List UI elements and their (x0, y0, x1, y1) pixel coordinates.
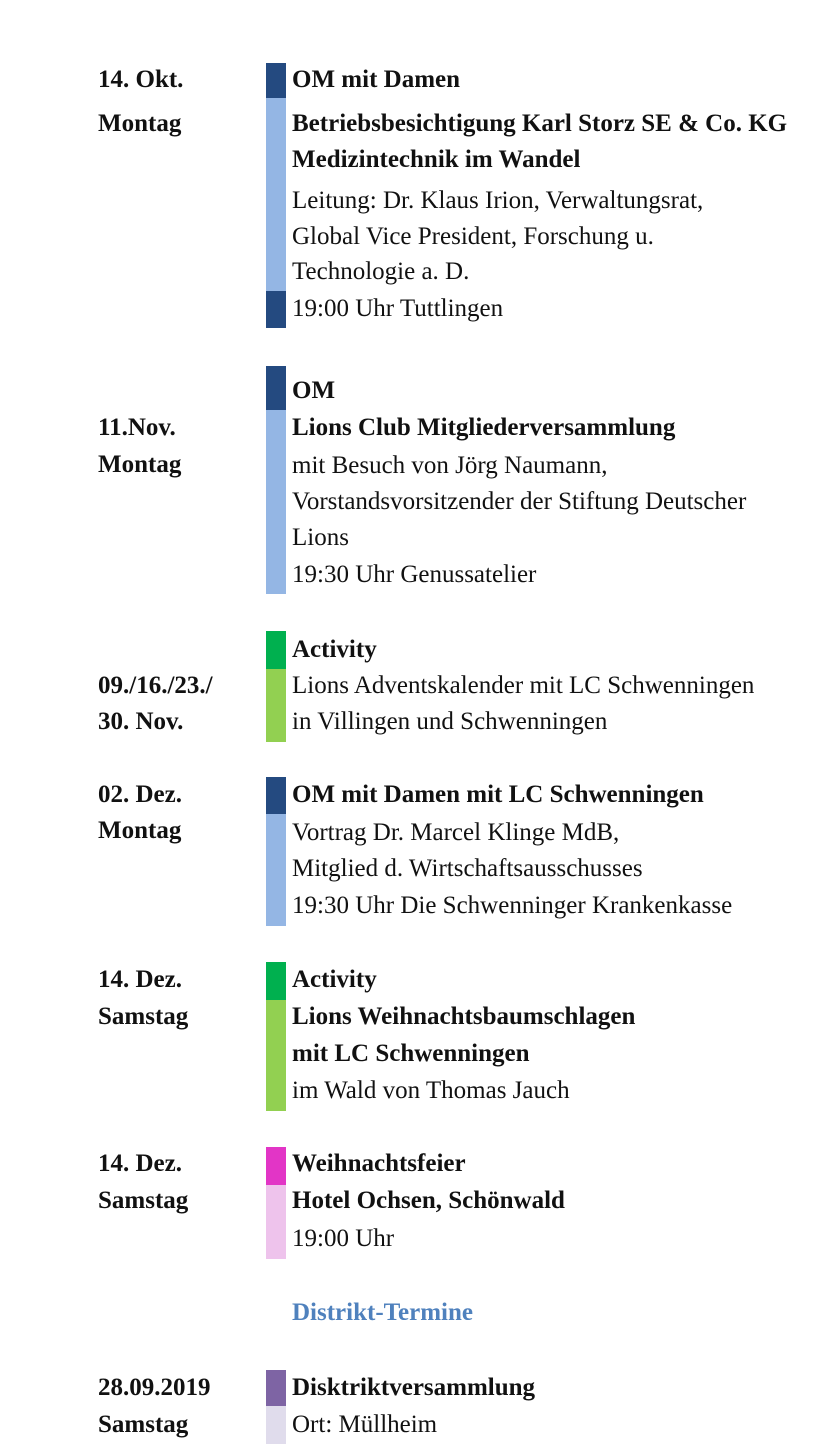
event-type-marker (266, 1147, 286, 1185)
event-detail: Ort: Müllheim (292, 1411, 438, 1438)
event-type: OM (292, 377, 336, 404)
event-type: OM mit Damen mit LC Schwenningen (292, 781, 704, 808)
event-detail-marker (266, 1000, 286, 1111)
event-time-place: 19:30 Uhr Genussatelier (292, 561, 537, 588)
event-detail: Vortrag Dr. Marcel Klinge MdB, (292, 819, 620, 846)
event-weekday: Samstag (98, 1411, 189, 1438)
event-detail-marker (266, 814, 286, 926)
event-date: 02. Dez. (98, 781, 182, 808)
event-type-marker (266, 962, 286, 1000)
event-title: Lions Club Mitgliederversammlung (292, 414, 676, 441)
event-title: Betriebsbesichtigung Karl Storz SE & Co. KG (292, 110, 788, 137)
event-detail: mit Besuch von Jörg Naumann, (292, 452, 608, 479)
event-detail-marker (266, 98, 286, 291)
event-type-marker (266, 777, 286, 814)
event-date: 14. Okt. (98, 66, 184, 93)
event-type: Disktriktversammlung (292, 1374, 536, 1401)
event-type: Activity (292, 966, 377, 993)
event-detail-marker (266, 410, 286, 594)
event-type-marker (266, 1370, 286, 1406)
event-detail: Global Vice President, Forschung u. (292, 223, 654, 250)
event-type-marker (266, 63, 286, 98)
event-subtitle: Medizintechnik im Wandel (292, 146, 581, 173)
event-type: Weihnachtsfeier (292, 1150, 466, 1177)
event-weekday: Samstag (98, 1187, 189, 1214)
event-detail-marker (266, 1406, 286, 1444)
event-time-place: 19:00 Uhr (292, 1225, 395, 1252)
event-date: 14. Dez. (98, 1150, 182, 1177)
event-detail: im Wald von Thomas Jauch (292, 1077, 570, 1104)
event-detail: Leitung: Dr. Klaus Irion, Verwaltungsrat, (292, 187, 704, 214)
event-title: Lions Weihnachtsbaumschlagen (292, 1003, 636, 1030)
event-type: OM mit Damen (292, 66, 461, 93)
event-detail: Lions Adventskalender mit LC Schwenningen (292, 672, 755, 699)
event-weekday: Montag (98, 110, 182, 137)
event-date: 14. Dez. (98, 966, 182, 993)
event-date: 28.09.2019 (98, 1374, 211, 1401)
event-date: 09./16./23./ (98, 672, 213, 699)
event-detail: Technologie a. D. (292, 258, 470, 285)
event-type-marker (266, 366, 286, 410)
event-type-marker (266, 631, 286, 669)
event-detail: Lions (292, 524, 349, 551)
event-weekday: Samstag (98, 1003, 189, 1030)
event-subtitle: mit LC Schwenningen (292, 1040, 530, 1067)
event-title: Hotel Ochsen, Schönwald (292, 1187, 565, 1214)
event-time-place: 19:00 Uhr Tuttlingen (292, 295, 504, 322)
event-detail: Mitglied d. Wirtschaftsausschusses (292, 855, 643, 882)
event-type: Activity (292, 636, 377, 663)
event-detail-marker (266, 669, 286, 742)
event-date: 30. Nov. (98, 708, 184, 735)
event-weekday: Montag (98, 817, 182, 844)
event-detail-marker (266, 1185, 286, 1259)
section-heading: Distrikt-Termine (292, 1299, 473, 1326)
event-date: 11.Nov. (98, 414, 176, 441)
event-weekday: Montag (98, 451, 182, 478)
event-detail: Vorstandsvorsitzender der Stiftung Deutscher (292, 488, 747, 515)
event-time-place: 19:30 Uhr Die Schwenninger Krankenkasse (292, 892, 733, 919)
event-time-marker (266, 291, 286, 328)
event-detail: in Villingen und Schwenningen (292, 708, 608, 735)
